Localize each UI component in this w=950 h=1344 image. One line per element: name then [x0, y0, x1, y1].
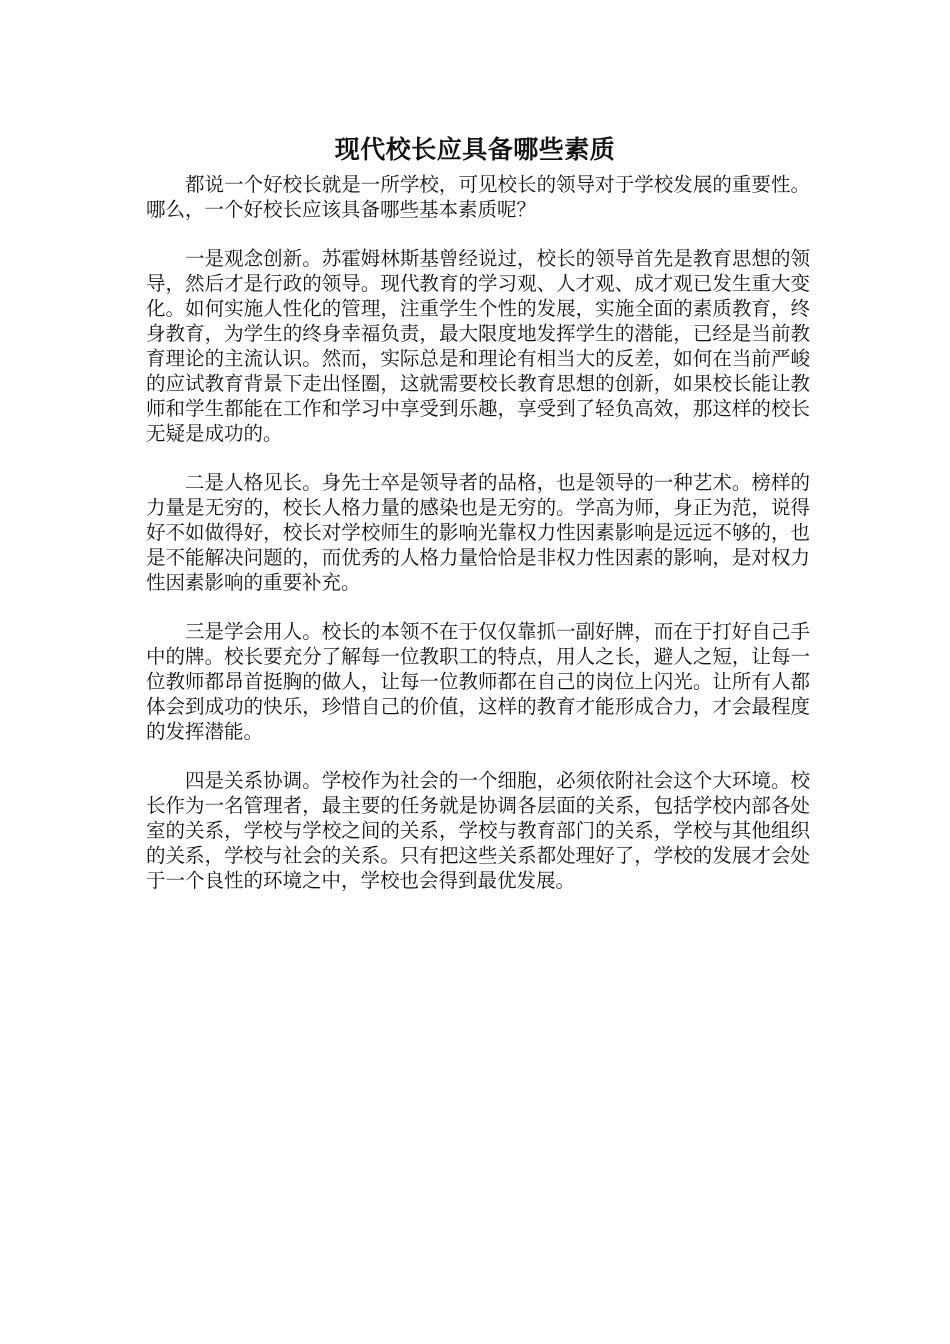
paragraph-using-people: 三是学会用人。校长的本领不在于仅仅靠抓一副好牌，而在于打好自己手中的牌。校长要充分了解每一位教职工的特点，用人之长，避人之短，让每一位教师都昂首挺胸的做人，让每一位教师都在自己的岗位上闪光。让所有人都体会到成功的快乐，珍惜自己的价值，这样的教育才能形成合力，才会最程度的发挥潜能。: [146, 620, 810, 743]
paragraph-relationship-coordination: 四是关系协调。学校作为社会的一个细胞，必须依附社会这个大环境。校长作为一名管理者，最主要的任务就是协调各层面的关系，包括学校内部各处室的关系，学校与学校之间的关系，学校与教育部门的关系，学校与其他组织的关系，学校与社会的关系。只有把这些关系都处理好了，学校的发展才会处于一个良性的环境之中，学校也会得到最优发展。: [146, 769, 810, 892]
paragraph-personality: 二是人格见长。身先士卒是领导者的品格，也是领导的一种艺术。榜样的力量是无穷的，校长人格力量的感染也是无穷的。学高为师，身正为范，说得好不如做得好，校长对学校师生的影响光靠权力性因素影响是远远不够的，也是不能解决问题的，而优秀的人格力量恰恰是非权力性因素的影响，是对权力性因素影响的重要补充。: [146, 471, 810, 594]
document-title: 现代校长应具备哪些素质: [334, 135, 616, 164]
paragraph-intro: 都说一个好校长就是一所学校，可见校长的领导对于学校发展的重要性。哪么，一个好校长应该具备哪些基本素质呢？: [146, 173, 810, 221]
document-body: [146, 172, 810, 917]
paragraph-concept-innovation: 一是观念创新。苏霍姆林斯基曾经说过，校长的领导首先是教育思想的领导，然后才是行政的领导。现代教育的学习观、人才观、成才观已发生重大变化。如何实施人性化的管理，注重学生个性的发展，实施全面的素质教育，终身教育，为学生的终身幸福负责，最大限度地发挥学生的潜能，已经是当前教育理论的主流认识。然而，实际总是和理论有相当大的反差，如何在当前严峻的应试教育背景下走出怪圈，这就需要校长教育思想的创新，如果校长能让教师和学生都能在工作和学习中享受到乐趣，享受到了轻负高效，那这样的校长无疑是成功的。: [146, 247, 810, 445]
